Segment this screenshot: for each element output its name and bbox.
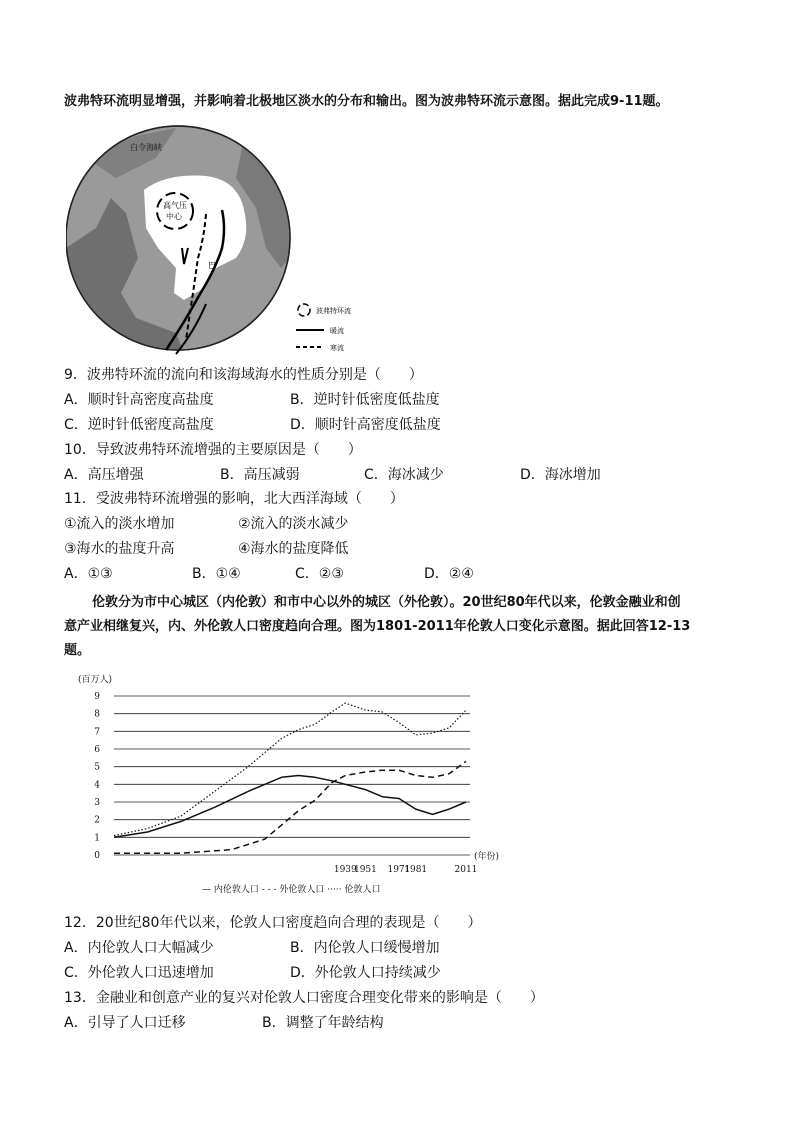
map-label-island: 巴 (208, 261, 216, 270)
x-tick-label: 1951 (353, 865, 377, 875)
x-tick-label: 1971 (387, 865, 411, 875)
question-9-option-a[interactable]: A．顺时针高密度高盐度 (64, 392, 214, 408)
question-11-statement-3: ③海水的盐度升高 (64, 541, 175, 557)
question-11-option-c[interactable]: C．②③ (295, 566, 344, 582)
y-tick-label: 7 (94, 727, 100, 738)
question-12-stem: 12．20世纪80年代以来，伦敦人口密度趋向合理的表现是（ ） (64, 915, 482, 931)
y-tick-label: 8 (94, 709, 100, 720)
intro-paragraph-9-11: 波弗特环流明显增强，并影响着北极地区淡水的分布和输出。图为波弗特环流示意图。据此完成9-11题。 (64, 94, 669, 109)
question-12-option-a[interactable]: A．内伦敦人口大幅减少 (64, 940, 214, 956)
question-9-option-c[interactable]: C．逆时针低密度高盐度 (64, 417, 214, 433)
question-10-option-c[interactable]: C．海冰减少 (364, 467, 444, 483)
question-11-statement-1: ①流入的淡水增加 (64, 516, 175, 532)
question-10-option-d[interactable]: D．海冰增加 (520, 467, 601, 483)
y-tick-label: 5 (94, 762, 100, 773)
x-tick-label: 1981 (404, 865, 428, 875)
chart-legend: — 内伦敦人口 - - - 外伦敦人口 ····· 伦敦人口 (202, 885, 381, 895)
question-12-option-d[interactable]: D．外伦敦人口持续减少 (290, 965, 441, 981)
map-label-center-1: 高气压 (163, 201, 187, 210)
question-11-option-a[interactable]: A．①③ (64, 566, 113, 582)
question-12-option-c[interactable]: C．外伦敦人口迅速增加 (64, 965, 214, 981)
y-tick-label: 6 (94, 745, 100, 755)
y-tick-label: 0 (94, 851, 100, 861)
question-12-option-b[interactable]: B．内伦敦人口缓慢增加 (290, 940, 440, 956)
intro-paragraph-12-13-line2: 意产业相继复兴，内、外伦敦人口密度趋向合理。图为1801-2011年伦敦人口变化示意图。据此回答12-13 (64, 619, 691, 634)
question-9-stem: 9．波弗特环流的流向和该海域海水的性质分别是（ ） (64, 367, 423, 383)
question-11-statement-2: ②流入的淡水减少 (238, 516, 349, 532)
legend-gyre-icon (298, 304, 310, 316)
question-13-stem: 13．金融业和创意产业的复兴对伦敦人口密度合理变化带来的影响是（ ） (64, 990, 544, 1006)
question-10-option-a[interactable]: A．高压增强 (64, 467, 144, 483)
question-9-option-d[interactable]: D．顺时针高密度低盐度 (290, 417, 441, 433)
intro-paragraph-12-13-line1: 伦敦分为市中心城区（内伦敦）和市中心以外的城区（外伦敦）。20世纪80年代以来，伦敦金融业和创 (92, 595, 681, 610)
question-13-option-b[interactable]: B．调整了年龄结构 (262, 1015, 384, 1031)
question-11-option-d[interactable]: D．②④ (424, 566, 474, 582)
y-axis-label: (百万人) (78, 675, 113, 685)
question-9-option-b[interactable]: B．逆时针低密度低盐度 (290, 392, 440, 408)
x-axis-label: (年份) (474, 852, 500, 862)
question-10-stem: 10．导致波弗特环流增强的主要原因是（ ） (64, 442, 362, 458)
beaufort-gyre-map (66, 118, 366, 358)
x-tick-label: 1939 (333, 865, 357, 875)
map-label-sea: 白令海峡 (130, 143, 162, 152)
legend-cold-label: 寒流 (330, 344, 344, 352)
question-10-option-b[interactable]: B．高压减弱 (220, 467, 300, 483)
y-tick-label: 9 (94, 692, 100, 702)
series-line-solid (114, 776, 466, 838)
y-tick-label: 4 (94, 780, 100, 791)
y-tick-label: 2 (94, 815, 100, 826)
legend-warm-label: 暖流 (330, 327, 344, 335)
x-tick-label: 2011 (454, 865, 478, 875)
y-tick-label: 1 (94, 833, 100, 844)
intro-paragraph-12-13-line3: 题。 (64, 643, 91, 658)
question-11-option-b[interactable]: B．①④ (192, 566, 241, 582)
question-11-statement-4: ④海水的盐度降低 (238, 541, 349, 557)
series-line-dotted (114, 703, 466, 836)
question-11-stem: 11．受波弗特环流增强的影响，北大西洋海域（ ） (64, 491, 404, 507)
y-tick-label: 3 (94, 798, 100, 808)
question-13-option-a[interactable]: A．引导了人口迁移 (64, 1015, 186, 1031)
legend-gyre-label: 波弗特环流 (316, 307, 351, 315)
map-label-center-2: 中心 (166, 212, 182, 221)
london-population-chart (76, 668, 516, 900)
